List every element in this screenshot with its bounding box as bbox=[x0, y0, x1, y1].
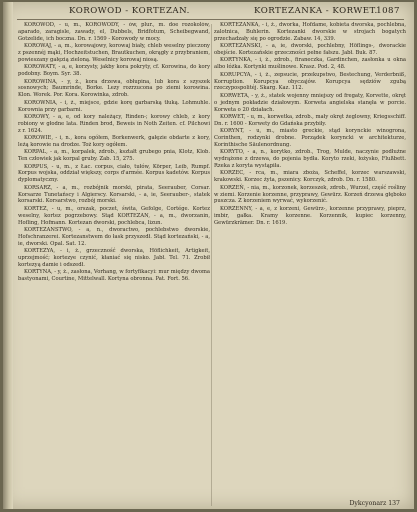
header-right-title: KORTEZANKA - KORWET. bbox=[254, 6, 378, 16]
dictionary-entry: KOROWIE, - i, n., kora ogółem, Borkenwerk, gałęzie obdarte z kory, leżą korowie na drodze. Toż kory ogółem. bbox=[18, 135, 210, 148]
dictionary-entry: KORUPCYA, - i, ż., zepsucie, przekupstwo, Bestechung, Verderbniß, Korruption. Korupcya obyczajów. Korupcya sędziów zgubą rzeczypospolitéj. Skarg. Kaz. 112. bbox=[214, 71, 406, 92]
header-left-title: KOROWOD - KORTEZAN. bbox=[69, 6, 190, 16]
dictionary-entry: KOROWNIA, - i, ż., miejsce, gdzie korę garbarską tłuką. Lohmuhle. Korownia przy garbarni. bbox=[18, 99, 210, 113]
dictionary-entry: KORTEZYA, - i, ż., grzeczność dworska, Höflichkeit, Artigkeit, uprzejmość; kortezye czynić, kłaniać się nisko. Jabł. Tel. 71. Zrobił kortezyą damie i odszedł. bbox=[18, 248, 210, 268]
dictionary-entry: KORZEŃ, - nia, m., korzonek, korzeszek, zdrob., Wurzel, część rośliny w ziemi. Korzenie korzenne, przyprawy, Gewürz. Korzeń drzewa głęboko puszcza. Z korzeniem wyrwać, wykorzenić. bbox=[214, 184, 406, 205]
page-footer: Dykcyonarz 137 bbox=[349, 500, 400, 507]
right-column bbox=[214, 22, 406, 506]
dictionary-entry: KORZENNY, - a, e, z korzeni, Gewürz-, korzenne przyprawy, pieprz, imbir, gałka. Kramy korzenne. Korzennik, kupiec korzenny, Gewürzkrämer. Dn. r. 1619. bbox=[214, 205, 406, 226]
dictionary-entry: KORZEC, - rca, m., miara zboża, Scheffel, korzec warszawski, krakowski. Korzec żyta, pszenicy. Korczyk, zdrob. Dn. r. 1580. bbox=[214, 170, 406, 184]
dictionary-entry: KOROWATY, - a, e, korzysty, jakby kora pokryty, cf. Korowina, do kory podobny. Boym. Syr. 38. bbox=[18, 64, 210, 78]
header-rule bbox=[17, 19, 404, 20]
document-page bbox=[3, 2, 414, 509]
dictionary-entry: KORTYNA, - y, ż., zasłona, Vorhang, w fortyfikacyi: mur między dwoma bastyonami, Courtine, Mittelwall. Kortyna obronna. Pat. Fort. 56. bbox=[18, 269, 210, 283]
dictionary-entry: KORWET, - u, m., korwetka, zdrob., mały okręt żeglowny, Kriegsschiff. Dn. r. 1600 - Korwety do Gdańska przybiły. bbox=[214, 113, 406, 127]
dictionary-entry: KORSARZ, - a, m., rozbójnik morski, pirata, Seerauber, Corsar. Korsarze Tunetańscy i Algierscy. Korsarski, - a, ie, Seerauber-, statek korsarski. Korsarstwo, rozbój morski. bbox=[18, 184, 210, 205]
page-gutter bbox=[3, 2, 13, 509]
dictionary-entry: KORTEZANKA, - i, ż., dworka, Hofdame, kobieta dworska, pochlebna, zalotnica, Buhlerin. Kortezanki dworskie w strojach bogatych przechadzały się po ogrodzie. Zabaw. 14, 339. bbox=[214, 22, 406, 42]
left-column bbox=[18, 22, 210, 506]
dictionary-entry: KORTYNKA, - i, ż., zdrob., firaneczka, Gardinchen, zasłonka u okna albo łóżka. Kortynki muślinowe. Krasz. Pod. 2, 48. bbox=[214, 57, 406, 71]
dictionary-entry: KOROWAJ, - a, m., korowajowy, korowaj biały, chleb weselny pieczony z pszennéj mąki, Hochzeitstuchen, Brautkuchen, okrągły z przybraniem, powieszany gałęzią zieloną. Weselnicy korowaj niosą. bbox=[18, 43, 210, 63]
running-header bbox=[19, 6, 402, 20]
dictionary-entry: KORWETA, - y, ż., statek wojenny mniejszy od fregaty, Korvette, okręt o jednym pokładzie działowym. Korweta angielska stanęła w porcie. Korweta o 20 działach. bbox=[214, 92, 406, 113]
dictionary-entry: KORTEZ, - u, m., orszak, poczet, świta, Gefolge, Cortége. Kortez weselny, kortez pogrzebowy. Stąd KORTEZAN, - a, m., dworzanin, Hofling, Hofmann. Kortezan dworski, pochlebca, lizun. bbox=[18, 205, 210, 226]
dictionary-entry: KORTEZANSKI, - a, ie, dworski, pochlebny, Höflings-, dworackie obejście. Kortezańskie grzeczności pełne fałszu. Jabł. Buk. 87. bbox=[214, 43, 406, 56]
column-divider bbox=[211, 24, 212, 506]
dictionary-entry: KORTEZANSTWO, - a, n., dworactwo, pochlebstwo dworskie, Hofschranzerei. Kortezanstwem do łask przyszedł. Stąd kortezański, - a, ie, dworski. Opal. Sat. 12. bbox=[18, 227, 210, 247]
page-number: 1087 bbox=[376, 6, 400, 16]
dictionary-entry: KOROWINA, - y, ż., kora drzewa, obłupina, lub kora z szyszek sosnowych; Baumrinde, Borke. Lezy rozrzucona po ziemi korowina. Klon. Worek. Por. Kora. Korowinka, zdrob. bbox=[18, 78, 210, 99]
dictionary-entry: KORPAL, - a, m., korpalek, zdrob., kształt grubego pnia, Klotz, Klob. Ten człowiek jak korpal gruby. Zab. 15, 275. bbox=[18, 149, 210, 163]
dictionary-entry: KOROWOD, - u, m., KOROWODY, - ów, plur., m. doe rozokolów, aparado, zaragisle, zawady, el, Dubbels, Bridfotum, Scheibegwand, Gotzelide, ich boczna. Dn. r. 1569 - Korowody w mocy. bbox=[18, 22, 210, 42]
dictionary-entry: KORYTO, - a, n., korytko, zdrob., Trog, Mulde, naczynie podłużne wydrążone z drzewa, do pojenia bydła. Koryto rzeki, łożysko, Flußbett. Rzeka z koryta wystąpiła. bbox=[214, 149, 406, 170]
dictionary-entry: KOROWY, - a, e, od kory należący, Rinden-; korowy chleb, z kory robiony w głodne lata. Rinden brod, Beweis in Noth Zeiten. cf. Pilchowi z r. 1624. bbox=[18, 113, 210, 134]
dictionary-entry: KORPUS, - u, m., z Łac. corpus, ciało, tułów, Körper, Leib, Rumpf. Korpus wojska, oddział większy, corps d'armée. Korpus kadetów. Korpus dyplomatyczny. bbox=[18, 163, 210, 184]
dictionary-entry: KORYNT, - u, m., miasto greckie, stąd korynckie winogrona, Corinthen, rodzynki drobne. Porządek koryncki w architekturze, Korinthische Säulenordnung. bbox=[214, 128, 406, 148]
